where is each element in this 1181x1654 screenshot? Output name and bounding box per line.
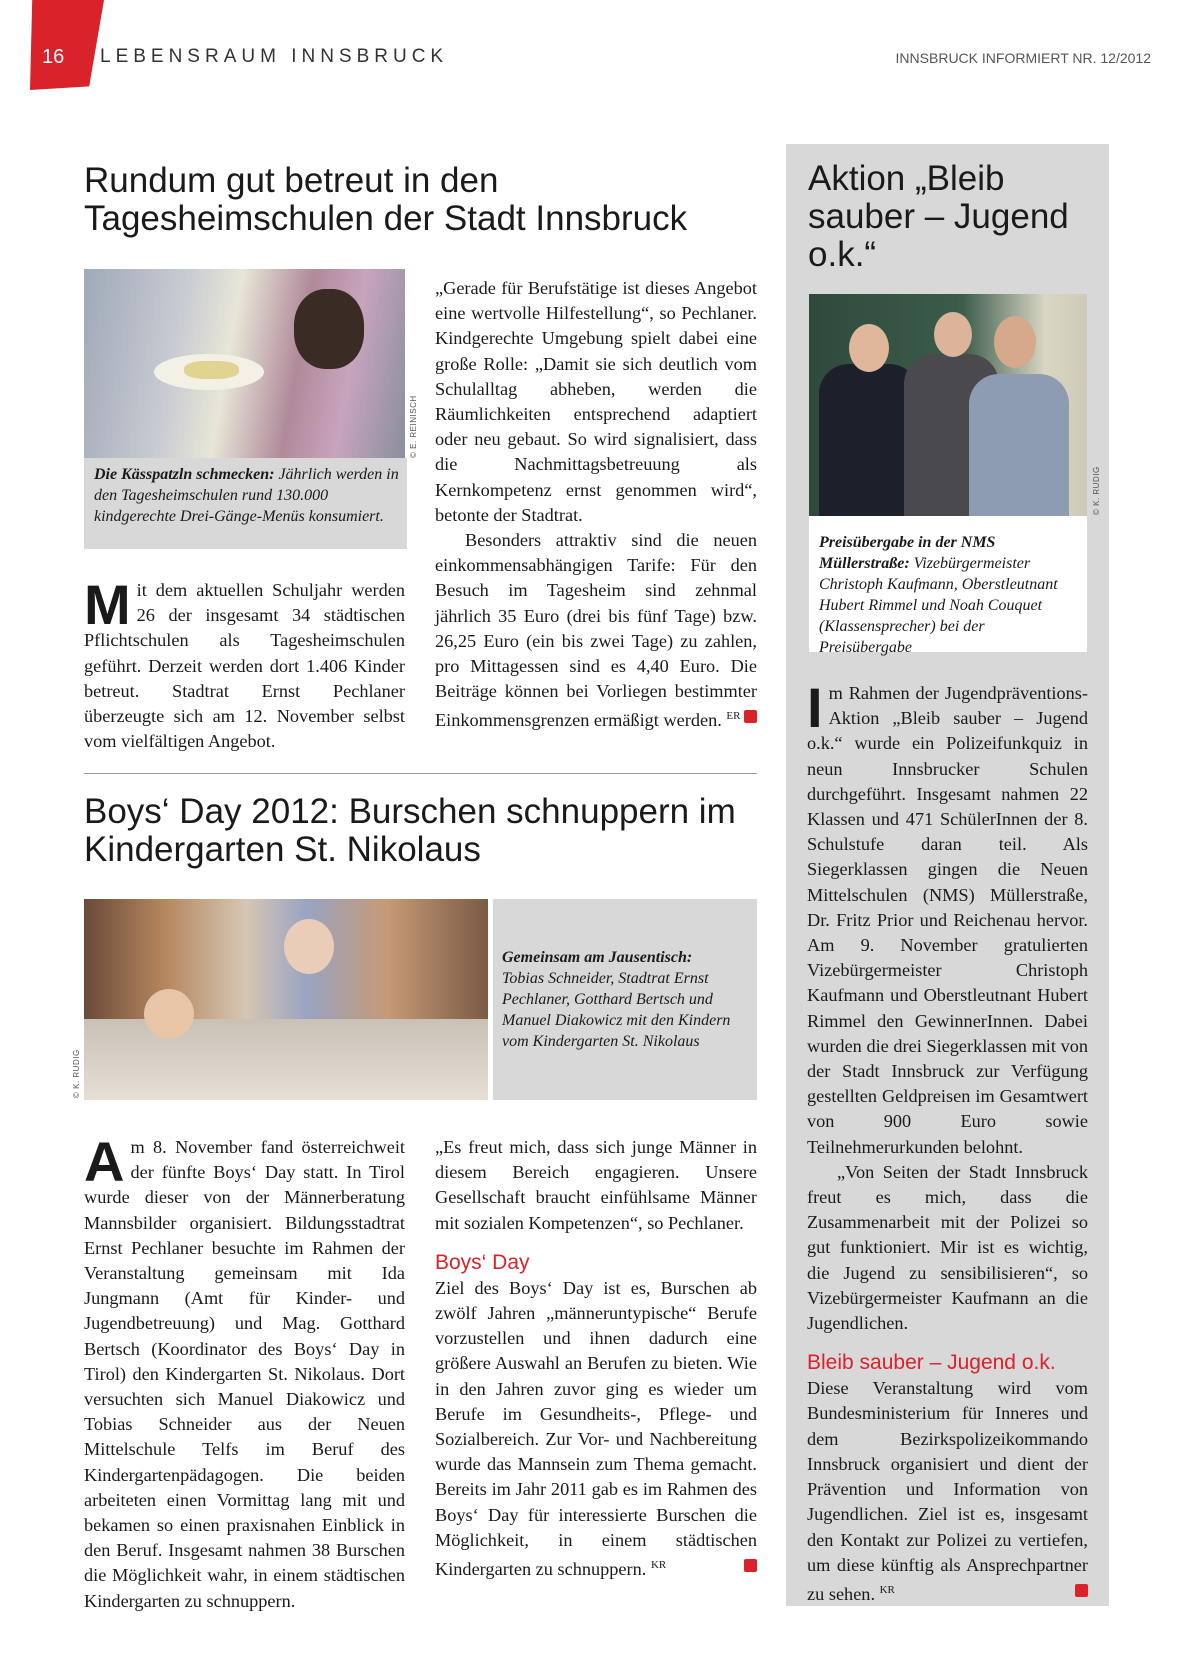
article-divider xyxy=(84,773,757,774)
paragraph: Besonders attraktiv sind die neuen einkommensabhängigen Tarife: Für den Besuch im Tagesheim sind zehnmal jährlich 35 Euro (drei bis fünf Tage) bzw. 26,25 Euro (ein bis zwei Tage) zu zahlen, pro Mittagessen sind es 4,40 Euro. Die Beiträge können bei Vorliegen bestimmter Einkommensgrenzen ermäßigt werden. $^{ER}$ xyxy=(435,530,757,731)
end-mark-icon xyxy=(744,1559,757,1572)
author-signature: KR xyxy=(650,1559,667,1572)
article1-caption xyxy=(84,458,407,549)
end-mark-icon xyxy=(1075,1584,1088,1597)
article1-photo-credit: © E. REINISCH xyxy=(409,395,418,458)
issue-label: INNSBRUCK INFORMIERT NR. 12/2012 xyxy=(895,50,1151,66)
article1-title: Rundum gut betreut in den Tagesheimschulen der Stadt Innsbruck xyxy=(84,161,688,238)
caption-lead: Die Kässpatzln schmecken: xyxy=(94,466,275,483)
article3-photo xyxy=(809,294,1087,516)
article1-column-2 xyxy=(435,276,757,734)
article2-title: Boys‘ Day 2012: Burschen schnuppern im Kindergarten St. Nikolaus xyxy=(84,792,736,869)
paragraph: „Gerade für Berufstätige ist dieses Angebot eine wertvolle Hilfestellung“, so Pechlaner. Kindgerechte Umgebung spielt dabei eine große Rolle: „Damit sie sich deutlich vom Schulalltag abheben, werden die Räumlichkeiten entsprechend adaptiert oder neu gebaut. So wird signalisiert, dass die Nachmittagsbetreuung als Kernkompetenz ernst genommen wird“, betonte der Stadtrat. xyxy=(435,278,757,525)
man-face-shape xyxy=(284,919,334,974)
article3-caption xyxy=(809,516,1087,656)
article2-photo-credit: © K. RUDIG xyxy=(72,1049,81,1098)
face-shape xyxy=(994,316,1036,368)
dropcap: M xyxy=(84,573,131,636)
article2-column-1 xyxy=(84,1130,405,1614)
food-shape xyxy=(184,361,239,379)
article2-column-2 xyxy=(435,1135,757,1582)
article3-photo-credit: © K. RUDIG xyxy=(1092,466,1101,515)
subheading: Bleib sauber – Jugend o.k. xyxy=(807,1351,1056,1375)
page-number: 16 xyxy=(42,46,65,68)
paragraph: „Es freut mich, dass sich junge Männer in diesem Bereich engagieren. Unsere Gesellschaft braucht einfühlsame Männer mit sozialen Kompetenzen“, so Pechlaner. xyxy=(435,1137,757,1233)
article2-caption xyxy=(493,899,757,1100)
page-number-tab xyxy=(30,0,104,90)
article2-photo xyxy=(84,899,488,1100)
subheading: Boys‘ Day xyxy=(435,1250,530,1274)
article3-column xyxy=(807,676,1088,1607)
face-shape xyxy=(934,312,972,357)
article3-title: Aktion „Bleib sauber – Jugend o.k.“ xyxy=(808,159,1069,274)
face-shape xyxy=(849,324,889,372)
author-signature: ER xyxy=(726,710,741,723)
caption-text: Jährlich werden in den Tagesheimschulen rund 130.000 kindgerechte Drei-Gänge-Menüs konsumiert. xyxy=(94,466,399,525)
paragraph: m Rahmen der Jugendpräventions-Aktion „Bleib sauber – Jugend o.k.“ wurde ein Polizeifunkquiz in neun Innsbrucker Schulen durchgeführt. Insgesamt nahmen 22 Klassen und 471 SchülerInnen der 8. Schulstufe daran teil. Als Siegerklassen gingen die Neuen Mittelschulen (NMS) Müllerstraße, Dr. Fritz Prior und Reichenau hervor. Am 9. November gratulierten Vizebürgermeister Christoph Kaufmann und Oberstleutnant Hubert Rimmel den GewinnerInnen. Dabei wurden die drei Siegerklassen mit von der Stadt Innsbruck zur Verfügung gestellten Geldpreisen im Gesamtwert von 900 Euro sowie Teilnehmerurkunden belohnt. xyxy=(807,683,1088,1157)
section-title: LEBENSRAUM INNSBRUCK xyxy=(100,46,449,67)
paragraph: Ziel des Boys‘ Day ist es, Burschen ab zwölf Jahren „männeruntypische“ Berufe vorzustellen und ihnen dadurch eine größere Auswahl an Berufen zu bieten. Wie in den Jahren zuvor ging es wieder um Berufe im Gesundheits-, Pflege- und Sozialbereich. Zur Vor- und Nachbereitung wurde das Mannsein zum Thema gemacht. Bereits im Jahr 2011 gab es im Rahmen des Boys‘ Day für interessierte Burschen die Möglichkeit, in einem städtischen Kindergarten zu schnuppern. $^{KR}$ xyxy=(435,1277,757,1580)
person-sweater-shape xyxy=(969,374,1069,516)
paragraph: „Von Seiten der Stadt Innsbruck freut es mich, dass die Zusammenarbeit mit der Polizei so gut funktioniert. Mir ist es wichtig, die Jugend zu sensibilisieren“, so Vizebürgermeister Kaufmann an die Jugendlichen. xyxy=(807,1161,1088,1334)
article1-column-1 xyxy=(84,573,405,754)
paragraph: Diese Veranstaltung wird vom Bundesministerium für Inneres und dem Bezirkspolizeikommando Innsbruck organisiert und dient der Prävention und Information von Jugendlichen. Ziel ist es, insgesamt den Kontakt zur Polizei zu vertiefen, um diese künftig als Ansprechpartner zu sehen. $^{KR}$ xyxy=(807,1378,1088,1604)
table-shape xyxy=(84,1019,488,1100)
dropcap: I xyxy=(807,676,823,739)
caption-text: Vizebürgermeister Christoph Kaufmann, Oberstleutnant Hubert Rimmel und Noah Couquet (Klassensprecher) bei der Preisübergabe xyxy=(819,555,1058,656)
dropcap: A xyxy=(84,1130,125,1193)
caption-lead: Gemeinsam am Jausentisch: xyxy=(502,949,693,966)
caption-text: Tobias Schneider, Stadtrat Ernst Pechlaner, Gotthard Bertsch und Manuel Diakowicz mit den Kindern vom Kindergarten St. Nikolaus xyxy=(502,970,731,1050)
paragraph: m 8. November fand österreichweit der fünfte Boys‘ Day statt. In Tirol wurde dieser von der Männerberatung Mannsbilder organisiert. Bildungsstadtrat Ernst Pechlaner besuchte im Rahmen der Veranstaltung gemeinsam mit Ida Jungmann (Amt für Kinder- und Jugendbetreuung) und Mag. Gotthard Bertsch (Koordinator des Boys‘ Day in Tirol) den Kindergarten St. Nikolaus. Dort versuchten sich Manuel Diakowicz und Tobias Schneider aus der Neuen Mittelschule Telfs im Beruf des Kindergartenpädagogen. Die beiden arbeiteten einen Vormittag lang mit und bekamen so einen praxisnahen Einblick in den Beruf. Insgesamt nahmen 38 Burschen die Möglichkeit wahr, in einem städtischen Kindergarten zu schnuppern. xyxy=(84,1137,405,1611)
caption-lead: Preisübergabe in der NMS Müllerstraße: xyxy=(819,534,996,572)
child-face-shape xyxy=(144,989,194,1039)
author-signature: KR xyxy=(879,1583,895,1596)
article1-photo xyxy=(84,269,405,458)
end-mark-icon xyxy=(744,710,757,723)
hair-shape xyxy=(294,289,364,369)
paragraph: it dem aktuellen Schuljahr werden 26 der insgesamt 34 städtischen Pflichtschulen als Tagesheimschulen geführt. Derzeit werden dort 1.406 Kinder betreut. Stadtrat Ernst Pechlaner überzeugte sich am 12. November selbst vom vielfältigen Angebot. xyxy=(84,580,405,752)
